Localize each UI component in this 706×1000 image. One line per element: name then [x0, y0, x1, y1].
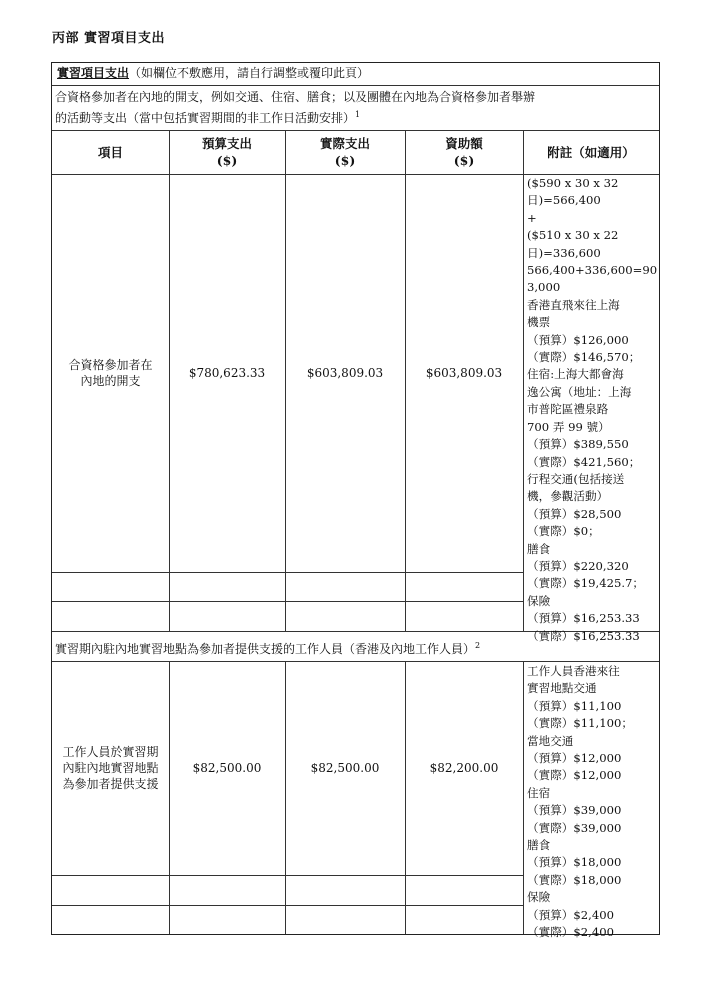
remark-line: （預算）$16,253.33 [527, 611, 640, 626]
row2-actual-value: $82,500.00 [310, 761, 380, 775]
header-subsidy-unit: ($) [453, 153, 475, 168]
row2-subsidy-value: $82,200.00 [429, 761, 499, 775]
section-a-description [55, 89, 658, 127]
section-title-note: （如欄位不敷應用，請自行調整或覆印此頁） [129, 66, 370, 80]
row1-budget [169, 174, 285, 572]
remark-line: 逸公寓（地址：上海 [527, 384, 632, 399]
footnote-marker: 2 [475, 641, 481, 650]
expense-table [51, 62, 660, 940]
remark-line: 700 弄 99 號） [527, 419, 610, 434]
remark-line: 當地交通 [527, 733, 574, 748]
row1-actual-value: $603,809.03 [306, 366, 384, 380]
row2-actual [285, 661, 405, 875]
divider [52, 572, 523, 573]
remark-line: + [527, 210, 537, 225]
row1-subsidy-value: $603,809.03 [425, 366, 503, 380]
row1-actual [285, 174, 405, 572]
remark-line: （預算）$11,100 [527, 698, 622, 713]
row2-item [52, 661, 169, 875]
remark-line: （實際）$0； [527, 524, 600, 539]
remark-line: 香港直飛來往上海 [527, 297, 620, 312]
divider [52, 85, 659, 86]
remark-line: （預算）$126,000 [527, 332, 629, 347]
row1-subsidy [405, 174, 523, 572]
remark-line: （預算）$12,000 [527, 751, 622, 766]
remark-line: （預算）$220,320 [527, 558, 629, 573]
header-subsidy [405, 130, 523, 174]
remark-line: 566,400+336,600=90 [527, 263, 658, 278]
row2-remarks [527, 663, 659, 940]
remark-line: （預算）$2,400 [527, 907, 614, 922]
remark-line: （預算）$39,000 [527, 803, 622, 818]
section-title [57, 65, 657, 82]
header-remarks [523, 130, 659, 174]
remark-line: 膳食 [527, 541, 551, 556]
header-budget-label: 預算支出 [201, 136, 252, 151]
page-heading: 丙部 實習項目支出 [52, 31, 166, 46]
remark-line: （實際）$12,000 [527, 768, 622, 783]
row1-budget-value: $780,623.33 [188, 366, 266, 380]
row2-item-line: 內駐內地實習地點 [62, 761, 159, 775]
header-actual-unit: ($) [334, 153, 356, 168]
remark-line: 行程交通(包括接送 [527, 471, 625, 486]
header-budget-unit: ($) [216, 153, 238, 168]
divider [523, 661, 524, 934]
row1-item-line: 內地的開支 [80, 374, 141, 388]
remark-line: （實際）$421,560； [527, 454, 641, 469]
remark-line: 實習地點交通 [527, 681, 597, 696]
remark-line: 住宿:上海大都會海 [527, 367, 624, 382]
row1-item [52, 174, 169, 572]
remark-line: （實際）$146,570； [527, 350, 641, 365]
section-b-description [55, 637, 658, 658]
header-actual-label: 實際支出 [319, 136, 370, 151]
remark-line: （實際）$39,000 [527, 820, 622, 835]
row2-budget [169, 661, 285, 875]
row2-subsidy [405, 661, 523, 875]
header-actual [285, 130, 405, 174]
divider [52, 875, 523, 876]
row2-budget-value: $82,500.00 [192, 761, 262, 775]
remark-line: （實際）$11,100； [527, 716, 633, 731]
header-budget [169, 130, 285, 174]
remark-line: 保險 [527, 890, 551, 905]
remark-line: （預算）$28,500 [527, 506, 622, 521]
row1-remarks [527, 175, 659, 643]
remark-line: （預算）$18,000 [527, 855, 622, 870]
row2-item-line: 為參加者提供支援 [62, 777, 159, 791]
remark-line: （實際）$18,000 [527, 872, 622, 887]
remark-line: ($510 x 30 x 22 [527, 228, 619, 243]
remark-line: 3,000 [527, 280, 561, 295]
remark-line: 住宿 [527, 785, 551, 800]
footnote-marker: 1 [355, 110, 361, 119]
section-title-bold: 實習項目支出 [57, 66, 130, 80]
section-a-line1: 合資格參加者在內地的開支，例如交通、住宿、膳食；以及團體在內地為合資格參加者舉辦 [55, 90, 536, 104]
divider [523, 130, 524, 631]
header-subsidy-label: 資助額 [445, 136, 483, 151]
row1-item-line: 合資格參加者在 [68, 358, 153, 372]
remark-line: （預算）$389,550 [527, 437, 629, 452]
remark-line: 膳食 [527, 838, 551, 853]
section-b-text: 實習期內駐內地實習地點為參加者提供支援的工作人員（香港及內地工作人員） [55, 642, 476, 656]
remark-line: 工作人員香港來往 [527, 664, 620, 678]
remark-line: （實際）$19,425.7； [527, 576, 644, 591]
divider [52, 905, 523, 906]
header-item [52, 130, 169, 174]
remark-line: （實際）$16,253.33 [527, 628, 640, 643]
divider [52, 601, 523, 602]
remark-line: ($590 x 30 x 32 [527, 176, 619, 190]
remark-line: 機，參觀活動） [527, 489, 609, 504]
header-remarks-label: 附註（如適用） [547, 144, 635, 160]
section-a-line2: 的活動等支出（當中包括實習期間的非工作日活動安排） [55, 111, 356, 125]
remark-line: 日)=336,600 [527, 245, 601, 260]
header-item-label: 項目 [97, 144, 123, 160]
row2-item-line: 工作人員於實習期 [62, 745, 159, 759]
remark-line: （實際）$2,400 [527, 925, 614, 940]
remark-line: 保險 [527, 593, 551, 608]
remark-line: 日)=566,400 [527, 193, 601, 208]
remark-line: 市普陀區禮泉路 [527, 402, 609, 417]
remark-line: 機票 [527, 315, 551, 330]
